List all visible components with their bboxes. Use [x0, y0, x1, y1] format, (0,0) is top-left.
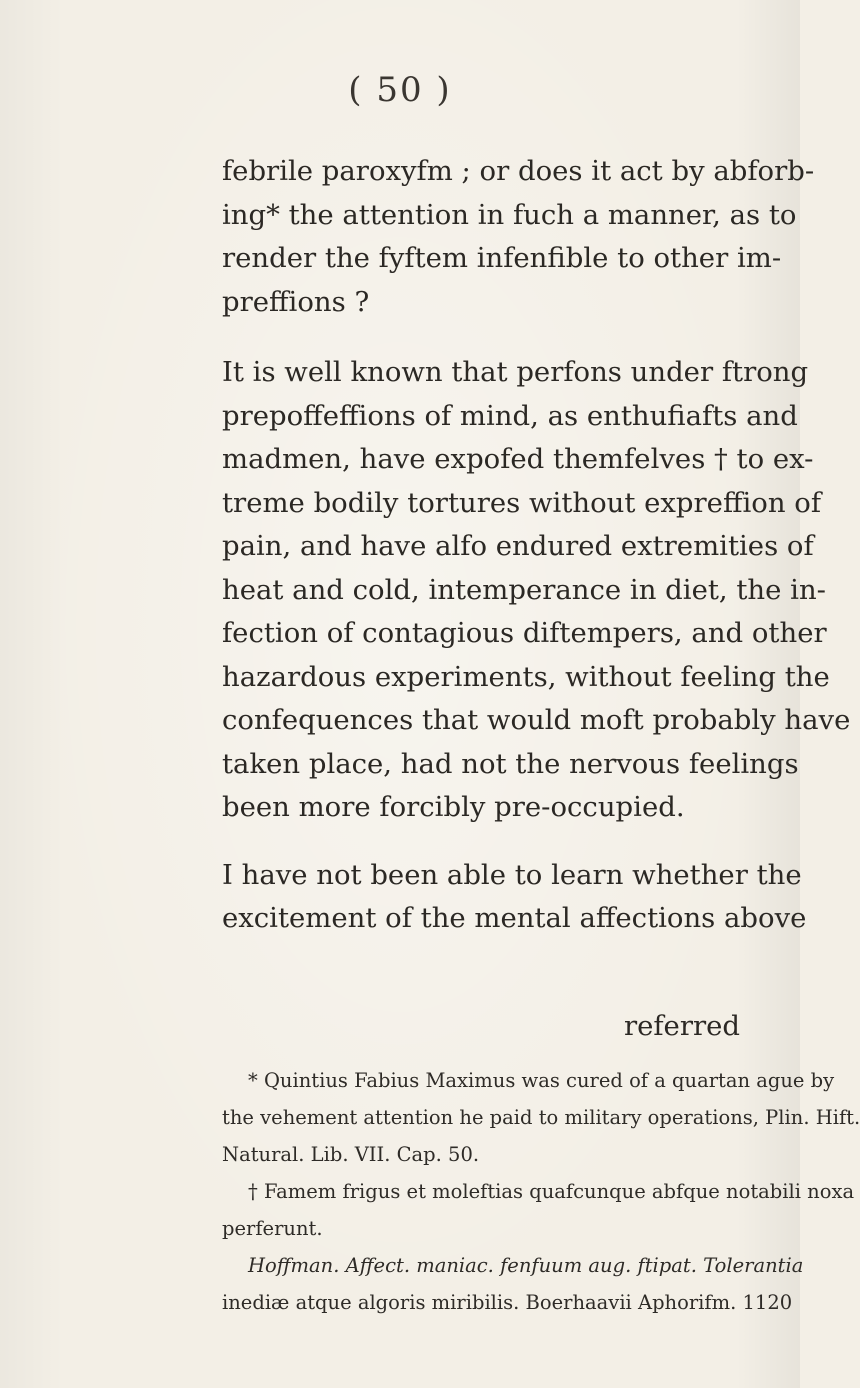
- footnote-line: Natural. Lib. VII. Cap. 50.: [222, 1143, 480, 1166]
- text-line: prepoffeffions of mind, as enthufiafts and: [222, 399, 798, 432]
- page-number-header: ( 50 ): [348, 70, 452, 110]
- text-line: heat and cold, intemperance in diet, the in-: [222, 573, 826, 606]
- paragraph-3: [222, 854, 807, 941]
- footnote-line: † Famem frigus et moleftias quafcunque abfque notabili noxa: [248, 1180, 855, 1203]
- text-line: It is well known that perfons under ftrong: [222, 356, 809, 388]
- footnote-line: * Quintius Fabius Maximus was cured of a quartan ague by: [248, 1069, 835, 1092]
- footnote-line: perferunt.: [222, 1217, 323, 1240]
- text-line: been more forcibly pre-occupied.: [222, 791, 685, 823]
- text-line: ing* the attention in fuch a manner, as to: [222, 198, 797, 231]
- text-line: madmen, have expofed themfelves † to ex-: [222, 443, 814, 475]
- paragraph-1: [222, 150, 815, 324]
- footnote-line: the vehement attention he paid to military operations, Plin. Hift.: [222, 1106, 860, 1129]
- paragraph-2: [222, 351, 851, 830]
- text-line: I have not been able to learn whether the: [222, 858, 802, 891]
- footnote-line: inediæ atque algoris miribilis. Boerhaavii Aphorifm. 1120: [222, 1291, 793, 1314]
- text-line: pain, and have alfo endured extremities of: [222, 530, 814, 562]
- text-line: confequences that would moft probably have: [222, 704, 851, 736]
- text-line: fection of contagious diftempers, and other: [222, 617, 827, 649]
- main-text: [222, 150, 851, 941]
- text-line: febrile paroxyfm ; or does it act by abforb-: [222, 155, 815, 187]
- catchword: referred: [623, 1010, 740, 1042]
- text-line: excitement of the mental affections above: [222, 902, 807, 934]
- text-line: render the fyftem infenfible to other im-: [222, 242, 782, 274]
- footnotes: [222, 1062, 860, 1321]
- text-line: hazardous experiments, without feeling the: [222, 660, 830, 693]
- text-line: taken place, had not the nervous feelings: [222, 747, 799, 780]
- text-line: treme bodily tortures without expreffion of: [222, 486, 822, 519]
- footnote-line: Hoffman. Affect. maniac. fenfuum aug. ftipat. Tolerantia: [248, 1254, 804, 1277]
- text-line: preffions ?: [222, 285, 370, 318]
